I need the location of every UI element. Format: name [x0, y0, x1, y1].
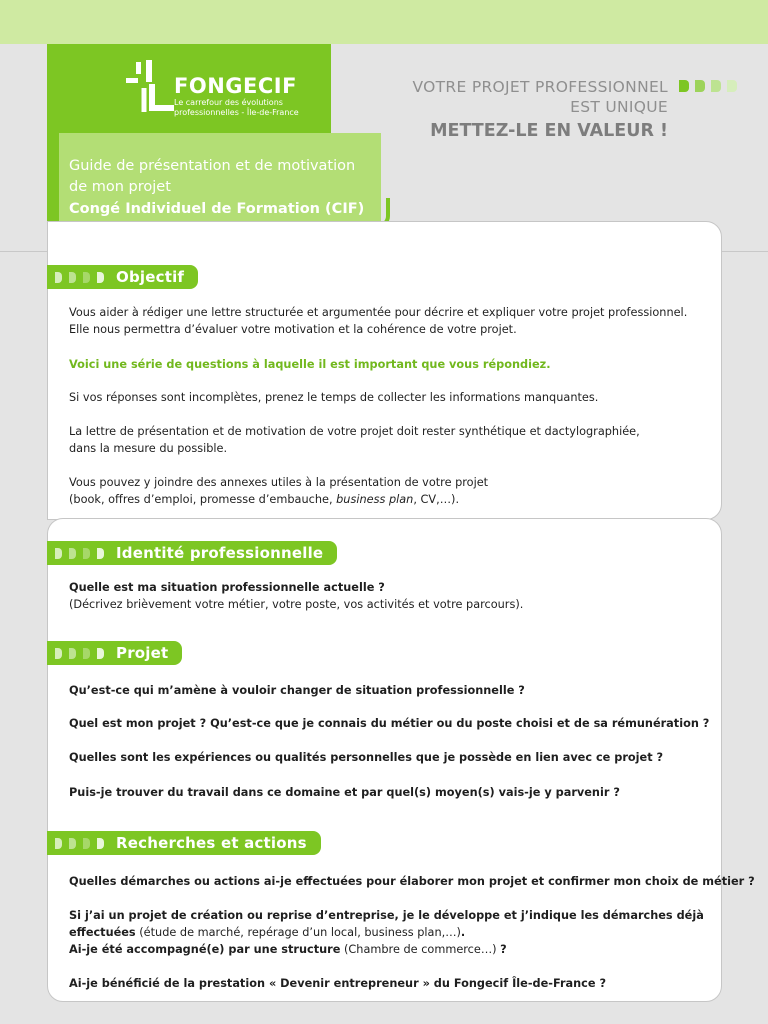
text-line: dans la mesure du possible. [69, 442, 228, 455]
fongecif-logo-mark-icon [124, 58, 174, 114]
bullet-dot-icon [55, 272, 62, 283]
section-header-objectif [47, 265, 198, 289]
recherches-question-2 [69, 907, 709, 958]
guide-title: Congé Individuel de Formation (CIF) [69, 201, 365, 217]
question-text [69, 941, 709, 958]
recherches-question-1: Quelles démarches ou actions ai-je effectuées pour élaborer mon projet et confirmer mon choix de métier ? [69, 875, 755, 888]
guide-line-2: de mon projet [69, 179, 171, 195]
bullet-dot-icon [55, 548, 62, 559]
slogan-dot-icon [679, 80, 689, 92]
section-title: Recherches et actions [116, 834, 307, 852]
section-title: Objectif [116, 268, 185, 286]
brand-tagline [174, 98, 299, 118]
text-segment-italic: business plan [336, 493, 414, 506]
slogan [413, 77, 668, 143]
question-text: Si j’ai un projet de création ou reprise d’entreprise, je le développe et j’indique les démarches déjà [69, 909, 704, 922]
section-dots [55, 548, 104, 559]
recherches-question-4: Ai-je bénéficié de la prestation « Devenir entrepreneur » du Fongecif Île-de-France ? [69, 977, 607, 990]
bullet-dot-icon [83, 548, 90, 559]
brand-tagline-line-1: Le carrefour des évolutions [174, 98, 283, 107]
objectif-highlight: Voici une série de questions à laquelle il est important que vous répondiez. [69, 358, 551, 371]
text-line: La lettre de présentation et de motivation de votre projet doit rester synthétique et dactylographiée, [69, 425, 640, 438]
bullet-dot-icon [97, 272, 104, 283]
text-line: Vous aider à rédiger une lettre structurée et argumentée pour décrire et expliquer votre projet professionnel. [69, 306, 688, 319]
question-note: (Décrivez brièvement votre métier, votre poste, vos activités et votre parcours). [69, 598, 524, 611]
section-header-identite [47, 541, 337, 565]
bullet-dot-icon [55, 838, 62, 849]
section-header-recherches [47, 831, 321, 855]
slogan-line-1: VOTRE PROJET PROFESSIONNEL [412, 78, 668, 96]
bullet-dot-icon [69, 838, 76, 849]
brand-name: FONGECIF [174, 74, 297, 98]
projet-question-4: Puis-je trouver du travail dans ce domaine et par quel(s) moyen(s) vais-je y parvenir ? [69, 786, 620, 799]
slogan-dot-icon [711, 80, 721, 92]
slogan-line-2: EST UNIQUE [570, 98, 668, 116]
bullet-dot-icon [69, 272, 76, 283]
bullet-dot-icon [83, 838, 90, 849]
bullet-dot-icon [55, 648, 62, 659]
text-segment-bold: Ai-je été accompagné(e) par une structure [69, 943, 341, 956]
projet-question-2: Quel est mon projet ? Qu’est-ce que je connais du métier ou du poste choisi et de sa rémunération ? [69, 717, 710, 730]
section-header-projet [47, 641, 182, 665]
question-text [69, 924, 709, 941]
slogan-strong: METTEZ-LE EN VALEUR ! [430, 121, 668, 141]
text-line: Vous pouvez y joindre des annexes utiles à la présentation de votre projet [69, 476, 489, 489]
objectif-paragraph-3 [69, 423, 709, 457]
projet-question-3: Quelles sont les expériences ou qualités personnelles que je possède en lien avec ce projet ? [69, 751, 664, 764]
objectif-paragraph-2: Si vos réponses sont incomplètes, prenez le temps de collecter les informations manquantes. [69, 391, 599, 404]
slogan-dots [679, 80, 737, 92]
objectif-paragraph-1 [69, 304, 709, 338]
text-segment-bold: effectuées [69, 926, 136, 939]
objectif-paragraph-4 [69, 474, 709, 508]
projet-question-1: Qu’est-ce qui m’amène à vouloir changer de situation professionnelle ? [69, 684, 525, 697]
text-segment: (book, offres d’emploi, promesse d’embauche, [69, 493, 337, 506]
section-title: Projet [116, 644, 169, 662]
guide-heading [69, 156, 399, 220]
section-dots [55, 648, 104, 659]
section-dots [55, 838, 104, 849]
slogan-dot-icon [695, 80, 705, 92]
text-segment: (Chambre de commerce…) [340, 943, 501, 956]
text-segment-bold: ? [500, 943, 507, 956]
section-dots [55, 272, 104, 283]
bullet-dot-icon [83, 272, 90, 283]
identite-question-1 [69, 579, 709, 613]
text-segment: (étude de marché, repérage d’un local, business plan,…) [135, 926, 461, 939]
bullet-dot-icon [83, 648, 90, 659]
slogan-dot-icon [727, 80, 737, 92]
text-segment-bold: . [460, 926, 466, 939]
section-title: Identité professionnelle [116, 544, 324, 562]
question-text: Quelle est ma situation professionnelle actuelle ? [69, 581, 385, 594]
bullet-dot-icon [97, 838, 104, 849]
fongecif-logo [124, 58, 344, 118]
text-line: Elle nous permettra d’évaluer votre motivation et la cohérence de votre projet. [69, 323, 517, 336]
top-band [0, 0, 768, 44]
guide-line-1: Guide de présentation et de motivation [69, 158, 356, 174]
bullet-dot-icon [97, 548, 104, 559]
text-line [69, 491, 709, 508]
bullet-dot-icon [69, 548, 76, 559]
text-segment: , CV,…). [413, 493, 460, 506]
brand-tagline-line-2: professionnelles - Île-de-France [174, 108, 299, 117]
bullet-dot-icon [97, 648, 104, 659]
bullet-dot-icon [69, 648, 76, 659]
